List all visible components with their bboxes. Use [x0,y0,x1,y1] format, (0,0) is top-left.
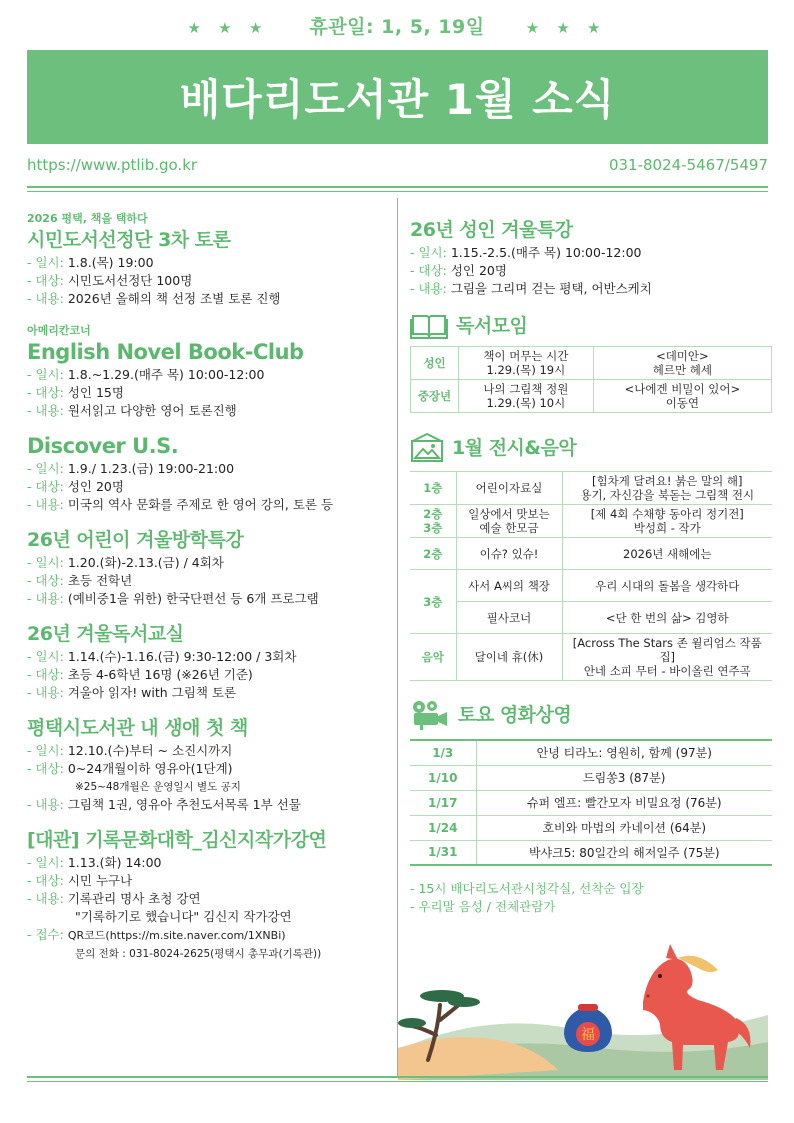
section-title: 1월 전시&음악 [452,437,577,459]
exhibit-desc-cell [562,538,772,570]
section-title: 시민도서선정단 3차 토론 [27,229,231,251]
star-icons-left: ★ ★ ★ [187,19,269,37]
closed-days-text: 휴관일: 1, 5, 19일 [309,16,485,38]
club-book: <데미안> [656,349,709,363]
content-label: - 내용: [410,281,447,296]
star-icons-right: ★ ★ ★ [525,19,607,37]
right-column [410,208,772,916]
section-author-lecture [27,826,389,963]
club-name: 책이 머무는 시간 [483,349,569,363]
target-value: 초등 전학년 [67,573,133,588]
section-reading-club [410,312,772,413]
exhibit-desc-cell [562,570,772,602]
target-label: - 대상: [27,273,64,288]
inquiry-phone: 문의 전화 : 031-8024-2625(평택시 총무과(기록관)) [75,948,322,960]
content-value-2: "기록하기로 했습니다" 김신지 작가강연 [75,909,292,924]
club-book-cell [593,380,771,413]
exhibit-floor: 음악 [410,634,456,681]
date-value: 1.9./ 1.23.(금) 19:00-21:00 [67,461,235,476]
contact-row [27,156,768,174]
section-title: 토요 영화상영 [458,704,572,726]
exhibit-desc-cell [562,602,772,634]
club-name: 나의 그림책 정원 [483,382,569,396]
content-label: - 내용: [27,797,64,812]
target-value: 시민 누구나 [67,873,133,888]
phone-number: 031-8024-5467/5497 [608,156,768,174]
reading-club-table [410,346,772,413]
date-value: 12.10.(수)부터 ~ 소진시까지 [67,743,233,758]
exhibit-desc: 우리 시대의 돌봄을 생각하다 [595,578,740,593]
date-label: - 일시: [27,649,64,664]
movie-row [410,815,772,840]
date-label: - 일시: [27,461,64,476]
page-title: 배다리도서관 1월 소식 [179,75,616,124]
movie-note-1: - 15시 배다리도서관시청각실, 선착순 입장 [410,881,644,896]
movie-title: 박샤크5: 80일간의 해저일주 (75분) [476,840,772,865]
section-title: 독서모임 [456,315,528,337]
exhibit-desc: [Across The Stars 존 윌리엄스 작품집] [572,636,762,664]
exhibit-desc-cell [562,472,772,505]
section-kicker: 아메리칸코너 [27,324,91,337]
movie-date: 1/31 [410,840,476,865]
decorative-illustration [398,930,768,1080]
target-label: - 대상: [27,761,64,776]
date-label: - 일시: [27,743,64,758]
movie-date: 1/10 [410,765,476,790]
picture-icon [410,433,444,463]
target-value: 초등 4-6학년 16명 (※26년 기준) [67,667,253,682]
content-value: (예비중1을 위한) 한국단편선 등 6개 프로그램 [67,591,319,606]
target-value: 0~24개월이하 영유아(1단계) [67,761,233,776]
section-first-book [27,714,389,814]
exhibit-desc-cell [562,505,772,538]
movie-notes [410,880,772,916]
date-value: 1.14.(수)-1.16.(금) 9:30-12:00 / 3회차 [67,649,297,664]
movie-title: 안녕 티라노: 영원히, 함께 (97분) [476,740,772,765]
club-author: 헤르만 헤세 [652,363,712,377]
website-link[interactable]: https://www.ptlib.go.kr [27,156,198,174]
movie-note-2: - 우리말 음성 / 전체관람가 [410,899,556,914]
content-label: - 내용: [27,591,64,606]
info-block [27,366,389,420]
content-label: - 내용: [27,497,64,512]
info-block [27,554,389,608]
club-when: 1.29.(목) 10시 [486,396,566,410]
top-divider [27,186,768,188]
club-name-cell [459,347,594,380]
exhibit-floor: 1층 [410,472,456,505]
target-value: 시민도서선정단 100명 [67,273,193,288]
target-label: - 대상: [27,479,64,494]
section-adult-winter-class [410,216,772,298]
club-when: 1.29.(목) 19시 [486,363,566,377]
club-row [411,347,772,380]
exhibit-desc: [제 4회 수채향 동아리 정기전] [590,507,744,521]
info-block [410,244,772,298]
lucky-bag-char: 福 [581,1027,595,1043]
left-column [27,208,389,963]
section-discover-us [27,432,389,514]
movie-row [410,740,772,765]
pine-leaf-2 [448,997,480,1007]
content-value: 원서읽고 다양한 영어 토론진행 [67,403,237,418]
exhibit-place: 필사코너 [456,602,562,634]
info-block [27,648,389,702]
target-label: - 대상: [27,385,64,400]
movie-date: 1/17 [410,790,476,815]
apply-value[interactable]: QR코드(https://m.site.naver.com/1XNBi) [67,929,286,942]
content-label: - 내용: [27,891,64,906]
film-projector-icon [410,699,450,731]
date-value: 1.15.-2.5.(매주 목) 10:00-12:00 [450,245,642,260]
exhibit-desc: 2026년 새해에는 [623,546,712,561]
exhibit-place: 달이네 휴(休) [456,634,562,681]
exhibit-row [410,505,772,538]
movie-row [410,765,772,790]
exhibit-row [410,538,772,570]
exhibit-row [410,634,772,681]
movie-table [410,739,772,866]
date-label: - 일시: [27,367,64,382]
date-value: 1.8.~1.29.(매주 목) 10:00-12:00 [67,367,265,382]
target-value: 성인 20명 [450,263,507,278]
content-value: 기록관리 명사 초청 강연 [67,891,201,906]
book-icon [410,312,448,340]
club-category: 중장년 [411,380,459,413]
movie-row [410,790,772,815]
info-block [27,854,389,963]
section-book-club [27,322,389,420]
club-row [411,380,772,413]
club-book: <나에겐 비밀이 있어> [624,382,741,396]
content-label: - 내용: [27,291,64,306]
bottom-divider [27,1076,768,1078]
movie-title: 슈퍼 엘프: 빨간모자 비밀요정 (76분) [476,790,772,815]
section-winter-reading-class [27,620,389,702]
section-kicker: 2026 평택, 책을 택하다 [27,212,148,225]
exhibit-place: 이슈? 있슈! [456,538,562,570]
date-label: - 일시: [27,555,64,570]
section-title: 26년 성인 겨울특강 [410,219,573,241]
exhibition-table [410,471,772,681]
target-label: - 대상: [27,873,64,888]
exhibit-place: 어린이자료실 [456,472,562,505]
club-author: 이동연 [665,396,700,410]
movie-title: 드림쏭3 (87분) [476,765,772,790]
exhibit-row [410,472,772,505]
section-title: 26년 겨울독서교실 [27,623,184,645]
content-value: 겨울아 읽자! with 그림책 토론 [67,685,237,700]
section-saturday-movie [410,699,772,916]
date-label: - 일시: [410,245,447,260]
exhibit-desc: [힘차게 달려요! 붉은 말의 해] [592,474,743,488]
date-label: - 일시: [27,255,64,270]
movie-date: 1/3 [410,740,476,765]
exhibit-row [410,570,772,602]
section-title: [대관] 기록문화대학_김신지작가강연 [27,829,327,851]
date-value: 1.20.(화)-2.13.(금) / 4회차 [67,555,224,570]
club-category: 성인 [411,347,459,380]
target-note: ※25~48개월은 운영일시 별도 공지 [75,781,241,793]
exhibit-desc-2: 안네 소피 무터 - 바이올린 연주곡 [583,664,751,678]
content-value: 그림을 그리며 걷는 평택, 어반스케치 [450,281,652,296]
exhibit-row [410,602,772,634]
target-value: 성인 20명 [67,479,124,494]
top-divider-thin [27,191,768,192]
content-value: 그림책 1권, 영유아 추천도서목록 1부 선물 [67,797,301,812]
content-value: 2026년 올해의 책 선정 조별 토론 진행 [67,291,281,306]
target-label: - 대상: [410,263,447,278]
lucky-bag-icon [564,1004,612,1052]
exhibit-place: 일상에서 맛보는 예술 한모금 [456,505,562,538]
exhibit-floor: 2층 3층 [410,505,456,538]
exhibit-desc-2: 박성희 - 작가 [633,521,701,535]
target-label: - 대상: [27,667,64,682]
section-title: Discover U.S. [27,434,179,458]
content-label: - 내용: [27,685,64,700]
date-label: - 일시: [27,855,64,870]
section-title: 평택시도서관 내 생애 첫 책 [27,717,248,739]
section-citizen-book-panel [27,210,389,308]
section-exhibition-music [410,433,772,681]
date-value: 1.13.(화) 14:00 [67,855,162,870]
section-kids-winter-class [27,526,389,608]
info-block [27,742,389,814]
exhibit-desc-2: 용기, 자신감을 북돋는 그림책 전시 [580,488,755,502]
club-name-cell [459,380,594,413]
closed-days-banner [0,12,794,39]
bottom-divider-thin [27,1081,768,1082]
exhibit-place: 사서 A씨의 책장 [456,570,562,602]
club-book-cell [593,347,771,380]
date-value: 1.8.(목) 19:00 [67,255,154,270]
exhibit-floor: 2층 [410,538,456,570]
movie-row [410,840,772,865]
apply-label: - 접수: [27,927,64,942]
content-value: 미국의 역사 문화를 주제로 한 영어 강의, 토론 등 [67,497,334,512]
info-block [27,460,389,514]
section-title: 26년 어린이 겨울방학특강 [27,529,244,551]
exhibit-desc-cell [562,634,772,681]
target-value: 성인 15명 [67,385,124,400]
exhibit-floor: 3층 [410,570,456,634]
target-label: - 대상: [27,573,64,588]
title-band [27,50,768,144]
section-title: English Novel Book-Club [27,340,304,364]
movie-date: 1/24 [410,815,476,840]
exhibit-desc: <단 한 번의 삶> 김영하 [605,610,729,625]
content-label: - 내용: [27,403,64,418]
movie-title: 호비와 마법의 카네이션 (64분) [476,815,772,840]
pine-leaf-3 [398,1018,426,1028]
info-block [27,254,389,308]
